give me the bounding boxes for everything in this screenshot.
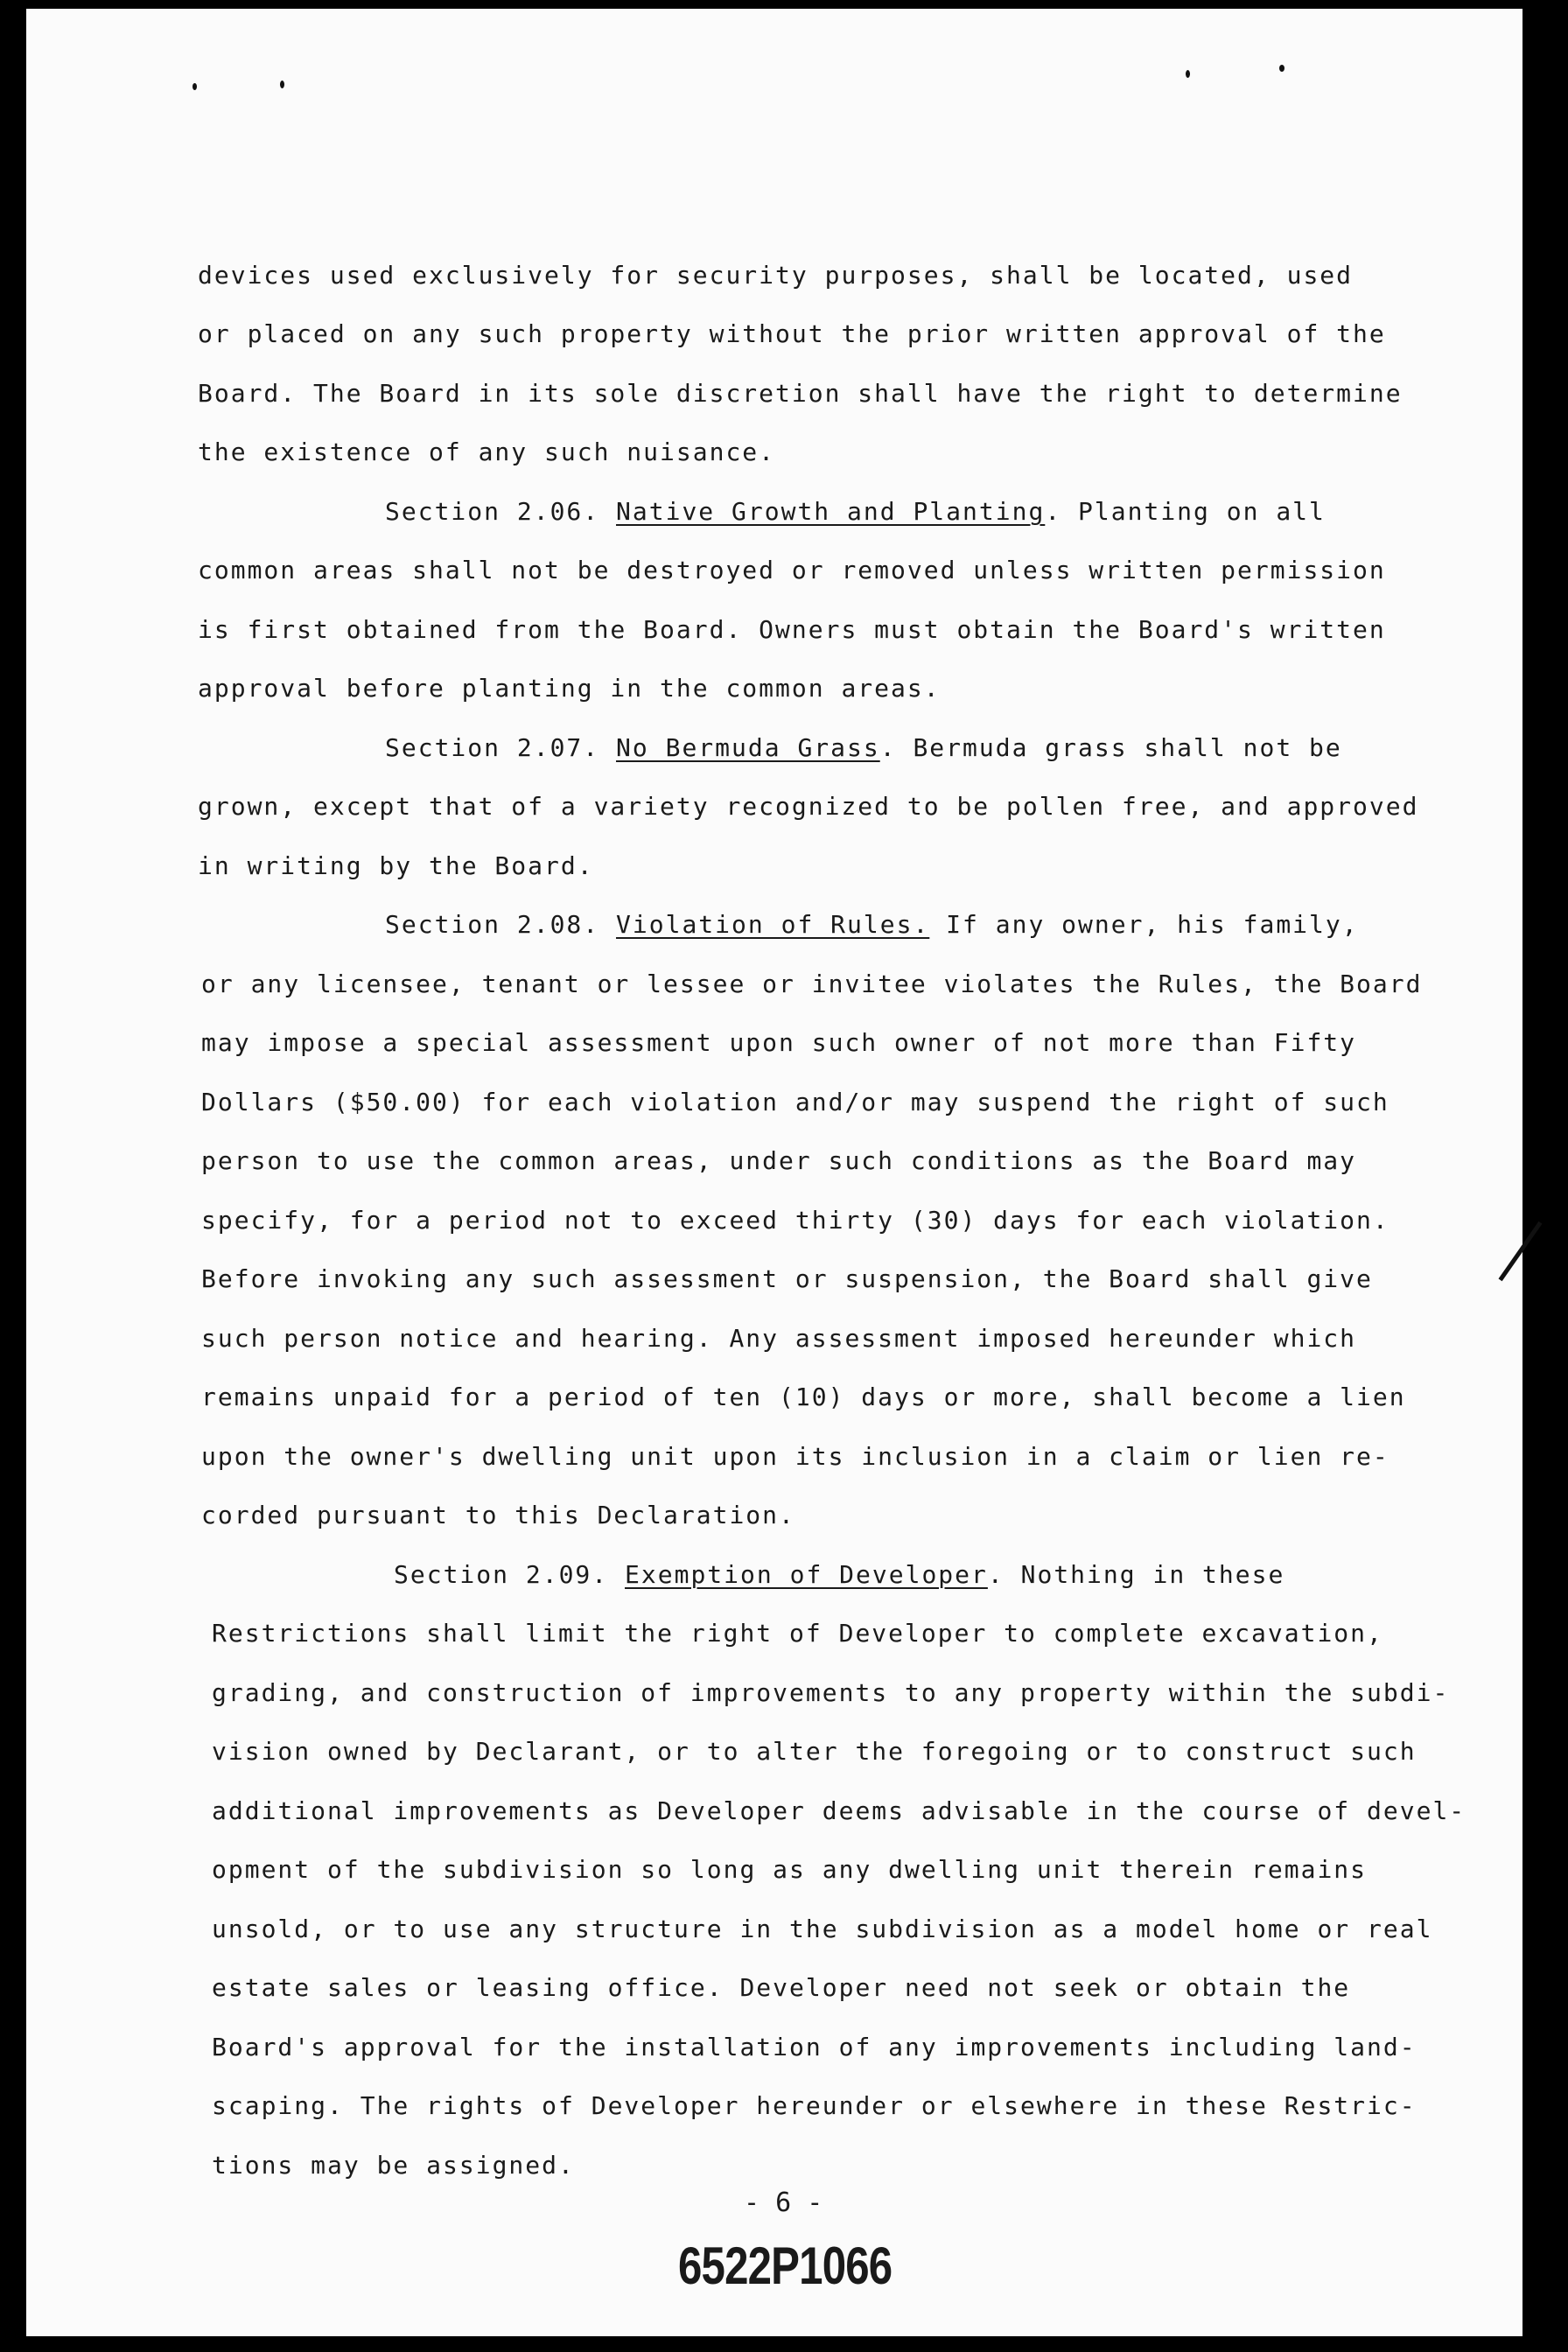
text-line: such person notice and hearing. Any assessment imposed hereunder which — [201, 1324, 1357, 1353]
text-line: Board. The Board in its sole discretion shall have the right to determine — [198, 379, 1403, 408]
section-heading-line: Section 2.06. Native Growth and Planting. Planting on all — [385, 497, 1326, 526]
text-line: common areas shall not be destroyed or removed unless written permission — [198, 556, 1386, 584]
text-line: estate sales or leasing office. Developer need not seek or obtain the — [212, 1973, 1351, 2002]
section-title: Violation of Rules. — [616, 910, 930, 939]
scan-speck — [1279, 65, 1284, 72]
text-line: corded pursuant to this Declaration. — [201, 1501, 795, 1530]
text-line: or any licensee, tenant or lessee or invitee violates the Rules, the Board — [201, 970, 1423, 998]
text-line: Restrictions shall limit the right of Developer to complete excavation, — [212, 1619, 1383, 1648]
section-heading-line: Section 2.08. Violation of Rules. If any owner, his family, — [385, 910, 1359, 939]
text-line: specify, for a period not to exceed thirty (30) days for each violation. — [201, 1206, 1390, 1235]
text-line: unsold, or to use any structure in the subdivision as a model home or real — [212, 1914, 1433, 1943]
text-line: remains unpaid for a period of ten (10) days or more, shall become a lien — [201, 1382, 1406, 1411]
scan-speck — [280, 80, 284, 88]
text-line: Before invoking any such assessment or suspension, the Board shall give — [201, 1264, 1373, 1293]
section-heading-line: Section 2.07. No Bermuda Grass. Bermuda grass shall not be — [385, 733, 1342, 762]
section-title: Native Growth and Planting — [616, 497, 1046, 526]
scan-speck — [192, 83, 197, 90]
text-line: person to use the common areas, under such conditions as the Board may — [201, 1146, 1357, 1175]
section-title: No Bermuda Grass — [616, 733, 880, 762]
text-line: grading, and construction of improvements to any property within the subdi- — [212, 1678, 1450, 1707]
scan-speck — [1186, 70, 1190, 78]
text-line: in writing by the Board. — [198, 851, 594, 880]
page-number: - 6 - — [744, 2188, 823, 2218]
section-title: Exemption of Developer — [625, 1560, 988, 1589]
text-line: is first obtained from the Board. Owners must obtain the Board's written — [198, 615, 1386, 644]
text-line: upon the owner's dwelling unit upon its inclusion in a claim or lien re- — [201, 1442, 1390, 1471]
document-page — [26, 9, 1522, 2336]
text-line: the existence of any such nuisance. — [198, 438, 776, 466]
text-line: grown, except that of a variety recognized to be pollen free, and approved — [198, 792, 1419, 821]
text-line: opment of the subdivision so long as any dwelling unit therein remains — [212, 1855, 1368, 1884]
text-line: approval before planting in the common areas. — [198, 674, 941, 703]
text-line: Board's approval for the installation of any improvements including land- — [212, 2033, 1417, 2062]
text-line: additional improvements as Developer deems advisable in the course of devel- — [212, 1796, 1466, 1825]
text-line: tions may be assigned. — [212, 2151, 575, 2180]
text-line: Dollars ($50.00) for each violation and/or may suspend the right of such — [201, 1088, 1390, 1116]
text-line: scaping. The rights of Developer hereunder or elsewhere in these Restric- — [212, 2091, 1417, 2120]
section-heading-line: Section 2.09. Exemption of Developer. Nothing in these — [394, 1560, 1285, 1589]
text-line: or placed on any such property without the prior written approval of the — [198, 319, 1386, 348]
recording-stamp: 6522P1066 — [678, 2236, 892, 2295]
text-line: may impose a special assessment upon such owner of not more than Fifty — [201, 1028, 1357, 1057]
scan-edge-mark — [1499, 1222, 1543, 1281]
text-line: devices used exclusively for security purposes, shall be located, used — [198, 261, 1354, 290]
text-line: vision owned by Declarant, or to alter the foregoing or to construct such — [212, 1737, 1417, 1766]
